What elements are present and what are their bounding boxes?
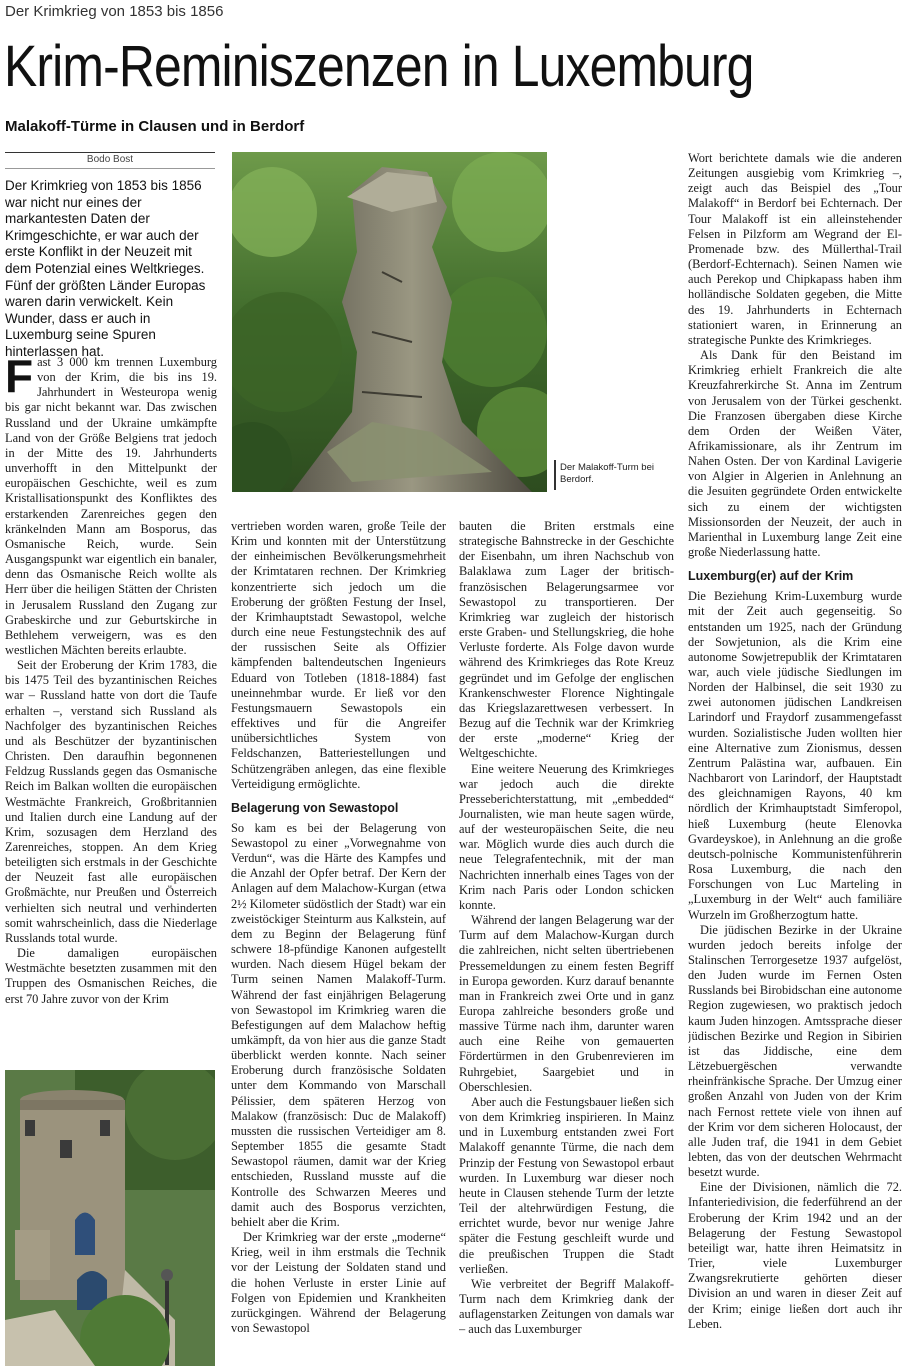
- paragraph: Als Dank für den Beistand im Krimkrieg erhielt Frankreich die alte Kreuzfahrerkirche St. Anna im Zentrum von Jerusalem von der Türkei geschenkt. Die Franzosen übergaben diese Kirche dem Orden der Weißen Väter, Afrikamissionare, als ihr Zentrum im Nahen Osten. Der von Kardinal Lavigerie von Algier in Algerien in Anlehnung an die Jesuiten gegründete Orden entwickelte sich zu einem der wichtigsten Missionsorden der Neuzeit, der auch in Marienthal in Luxemburg lange Zeit eine große Niederlassung hatte.: [688, 348, 902, 560]
- rock-photo-caption: Der Malakoff-Turm bei Berdorf.: [560, 462, 654, 485]
- paragraph: vertrieben worden waren, große Teile der Krim und konnten mit der Unterstützung der einheimischen Bevölkerungsmehrheit der Krimtataren rechnen. Der Krimkrieg konzentrierte sich jedoch um die Eroberung der größten Festung der Insel, der Krimhauptstadt Sewastopol, welche durch eine neue Festungstechnik des auf der russischen Seite als Offizier kämpfenden baltendeutschen Ingenieurs Eduard von Totleben (1818-1884) fast uneinnehmbar wurde. Er ließ vor den Festungsmauern Sewastopols ein effektives und für die Angreifer unübersichtliches System von Feldschanzen, Batteriestellungen und Schützengräben anlegen, das eine flexible Verteidigung ermöglichte.: [231, 519, 446, 791]
- paragraph: Aber auch die Festungsbauer ließen sich von dem Krimkrieg inspirieren. In Mainz und in Luxemburg entstanden zwei Fort Malakoff genannte Türme, die nach dem Prinzip der Festung von Sewastopol erbaut wurden. In Luxemburg war dieser noch heute in Clausen stehende Turm der letzte Teil der altehrwürdigen Festung, die errichtet wurde, bevor nur wenige Jahre später die Festung geschleift wurde und die preußischen Truppen die Stadt verließen.: [459, 1094, 674, 1276]
- paragraph: Eine der Divisionen, nämlich die 72. Infanteriedivision, die federführend an der Eroberung der Krim 1942 und an der Belagerung der Festung Sewastopol beteiligt war, hatte ihren Heimatsitz in Trier, viele Luxemburger Zwangsrekrutierte gehörten dieser Division an und waren in dieser Zeit auf der Krim; einige ließen dort auch ihr Leben.: [688, 1180, 902, 1331]
- author-rule-top: [5, 152, 215, 153]
- paragraph: bauten die Briten erstmals eine strategische Bahnstrecke in der Geschichte der Eisenbahn, um ihren Nachschub von Balaklawa zum Lager der britisch-französischen Belagerungsarmee vor Sewastopol zu transportieren. Der Krimkrieg war zugleich der historisch erste Graben- und Stellungskrieg, die hohe Verluste forderte. Als Folge davon wurde während des Krimkrieges das Rote Kreuz gegründet und im Gefolge der englischen Krankenschwester Florence Nightingale das Kriegslazarettwesen verbessert. In Bezug auf die Technik war der Krimkrieg der erste „moderne“ Krieg der Weltgeschichte.: [459, 519, 674, 761]
- drop-cap: F: [5, 355, 34, 402]
- paragraph: Während der langen Belagerung war der Turm auf dem Malachow-Kurgan durch die zahlreichen, nicht selten übertriebenen Pressemeldungen zu einem festen Begriff in Europa geworden. Kurz darauf benannte man in Frankreich zwei Orte und in ganz Europa zahlreiche besonders große und massive Türme nach ihm, darunter waren auch eine Reihe von gemauerten Fördertürmen in den Grubenrevieren im Ruhrgebiet, Saargebiet und in Oberschlesien.: [459, 913, 674, 1094]
- section-heading: Luxemburg(er) auf der Krim: [688, 569, 854, 584]
- article-headline: Krim-Reminiszenzen in Luxemburg: [4, 34, 754, 99]
- paragraph: Die damaligen europäischen Westmächte besetzten zusammen mit den Truppen des Osmanischen Reiches, die erst 70 Jahre zuvor von der Krim: [5, 946, 217, 1006]
- paragraph: So kam es bei der Belagerung von Sewastopol zu einer „Vorwegnahme von Verdun“, was die Härte des Kampfes und die Anzahl der Opfer betraf. Der Kern der Anlagen auf dem Malachow-Kurgan (etwa 2½ Kilometer südöstlich der Stadt) war ein zweistöckiger Steinturm aus Kalkstein, auf dem zu Beginn der Belagerung fünf schwere 18-pfündige Kanonen aufgestellt wurden. Nach diesem Hügel bekam der Turm seinen Namen Malakoff-Turm. Während der fast einjährigen Belagerung von Sewastopol im Krimkrieg waren die Befestigungen auf dem Malachow heftig umkämpft, da von hier aus die ganze Stadt überblickt werden konnte. Nach seiner Eroberung durch französische Soldaten unter dem Kommando von Marschall Pélissier, dem späteren Herzog von Malakow (französisch: Duc de Malakoff) mussten die russischen Verteidiger am 8. September 1855 die gesamte Stadt Sewastopol räumen, damit war der Krieg entschieden, Russland musste auf die Kontrolle des Schwarzen Meeres und damit auch des Bosporus verzichten, behielt aber die Krim.: [231, 820, 446, 1229]
- article-column-2: [231, 519, 446, 1367]
- paragraph: [5, 355, 217, 658]
- article-subhead: Malakoff-Türme in Clausen und in Berdorf: [5, 118, 305, 135]
- article-lead: Der Krimkrieg von 1853 bis 1856 war nicht nur eines der markantesten Daten der Krimgeschichte, er war auch der erste Konflikt in der Neuzeit mit dem Potenzial eines Weltkrieges. Fünf der größten Länder Europas waren darin verwickelt. Kein Wunder, dass er auch in Luxemburg seine Spuren hinterlassen hat.: [5, 178, 206, 359]
- caption-rule: [554, 460, 556, 490]
- paragraph: Die Beziehung Krim-Luxemburg wurde mit der Zeit auch gegenseitig. So entstanden um 1925, nach der Gründung der Sowjetunion, als die Krim eine autonome Sowjetrepublik der Krimtataren war, auch viele jüdische Siedlungen im Norden der Halbinsel, die seit 1930 zu zwei autonomen jüdischen Landkreisen Larindorf und Fraydorf zusammengefasst wurden. Sozialistische Juden wollten hier eine Alternative zum Zionismus, dessen Zentrum Palästina war, aufbauen. Ein Nachbarort von Larindorf, der Hauptstadt des gleichnamigen Rayons, 40 km nördlich der Krimhauptstadt Simferopol, hieß Luxemburg (heute Elenovka Gvardeyskoe), in Anlehnung an die große deutsch-polnische Kommunistenführerin Rosa Luxemburg, die nach den Forschungen von Luc Marteling in „Luxemburg in der Welt“ auch familiäre Wurzeln im Großherzogtum hatte.: [688, 589, 902, 922]
- paragraph: Wie verbreitet der Begriff Malakoff-Turm nach dem Krimkrieg dank der auflagenstarken Zeitungen von damals war – auch das Luxemburger: [459, 1276, 674, 1337]
- paragraph-text: ast 3 000 km trennen Luxemburg von der Krim, die bis ins 19. Jahrhundert in Westeuropa wenig bis gar nicht bekannt war. Das zwischen Russland und der Ukraine umkämpfte Land von der Größe Belgiens trat jedoch in der Mitte des 19. Jahrhunderts unverhofft in den Mittelpunkt der europäischen Geschichte, weil es zum Kristallisationspunkt des Konfliktes des erstarkenden Zarenreiches gegen den kränkelnden Mann am Bosporus, das Osmanische Reich, wurde. Sein Ausgangspunkt war eigentlich ein banaler, denn das Osmanische Reich wollte als Herr über die heiligen Stätten der Christen in Jerusalem Russland den Zugang zur Grabeskirche und zur Geburtskirche in Bethlehem verweigern, was es den westlichen Mächten bereits erlaubte.: [5, 355, 217, 657]
- malakoff-tower-clausen-photo: [5, 1070, 215, 1366]
- section-heading: Belagerung von Sewastopol: [231, 800, 399, 815]
- malakoff-rock-photo: [232, 152, 547, 492]
- author-byline: Bodo Bost: [86, 154, 134, 165]
- paragraph: Seit der Eroberung der Krim 1783, die bis 1475 Teil des byzantinischen Reiches war – Russland hatte von dort die Taufe erhalten –, verstand sich Russland als Nachfolger des byzantinischen Reiches und als Beschützer der byzantinischen Christen. Den daraufhin begonnenen Feldzug Russlands gegen das Osmanische Reich im Balkan wollten die europäischen Westmächte Frankreich, Großbritannien und Italien durch eine Landung auf der Krim, sozusagen dem Herzland des Zarenreiches, stoppen. An dem Krieg beteiligten sich erstmals in der Geschichte der Neuzeit fast alle europäischen Großmächte, nur Preußen und Österreich verhielten sich neutral und verhinderten somit wahrscheinlich, dass die Niederlage Russlands total wurde.: [5, 658, 217, 945]
- article-kicker: Der Krimkrieg von 1853 bis 1856: [5, 3, 224, 20]
- article-column-4: [688, 151, 902, 1367]
- paragraph: Der Krimkrieg war der erste „moderne“ Krieg, weil in ihm erstmals die Technik vor der Leistung der Soldaten stand und die hohen Verluste in erster Linie auf Folgen von Epidemien und Krankheiten zurückgingen. Während der Belagerung von Sewastopol: [231, 1230, 446, 1335]
- article-column-1: [5, 355, 217, 1035]
- article-column-3: [459, 519, 674, 1367]
- paragraph: Wort berichtete damals wie die anderen Zeitungen ausgiebig vom Krimkrieg –, zeigt auch das Beispiel des „Tour Malakoff“ in Berdorf bei Echternach. Der Tour Malakoff ist ein alleinstehender Felsen in Pilzform am Wegrand der El-Promenade bzw. des Müllerthal-Trail (Berdorf-Echternach). Seinen Namen wie auch Perekop und Chipkapass haben ihm holländische Soldaten gegeben, die Mitte des 19. Jahrhunderts in Echternach stationiert waren, in Erinnerung an strategische Punkte des Krimkrieges.: [688, 151, 902, 347]
- paragraph: Die jüdischen Bezirke in der Ukraine wurden jedoch bereits infolge der Stalinschen Terrorgesetze 1937 aufgelöst, den Juden wurde im Fernen Osten Russlands bei Birobidschan eine autonome Region zugewiesen, wo praktisch jedoch kaum Juden hinzogen. Amtssprache dieser jüdischen Bezirke und Region in Sibirien ist das Jiddische, eine dem Lëtzebuergëschen verwandte rheinfränkische Sprache. Der Umzug einer großen Anzahl von Juden von der Krim nach Fernost rettete viele von ihnen auf der Krim vor dem sicheren Holocaust, der alle Juden traf, die 1941 in dem Gebiet lebten, das von der deutschen Wehrmacht besetzt wurde.: [688, 922, 902, 1180]
- author-rule-bottom: [5, 168, 215, 169]
- paragraph: Eine weitere Neuerung des Krimkrieges war jedoch auch die direkte Presseberichterstattung, mit „embedded“ Journalisten, wie man heute sagen würde, auf der westeuropäischen Seite, die neu war. Möglich wurde dies auch durch die neue Telegrafentechnik, mit der man Nachrichten innerhalb eines Tages von der Krim nach Paris oder London schicken konnte.: [459, 761, 674, 912]
